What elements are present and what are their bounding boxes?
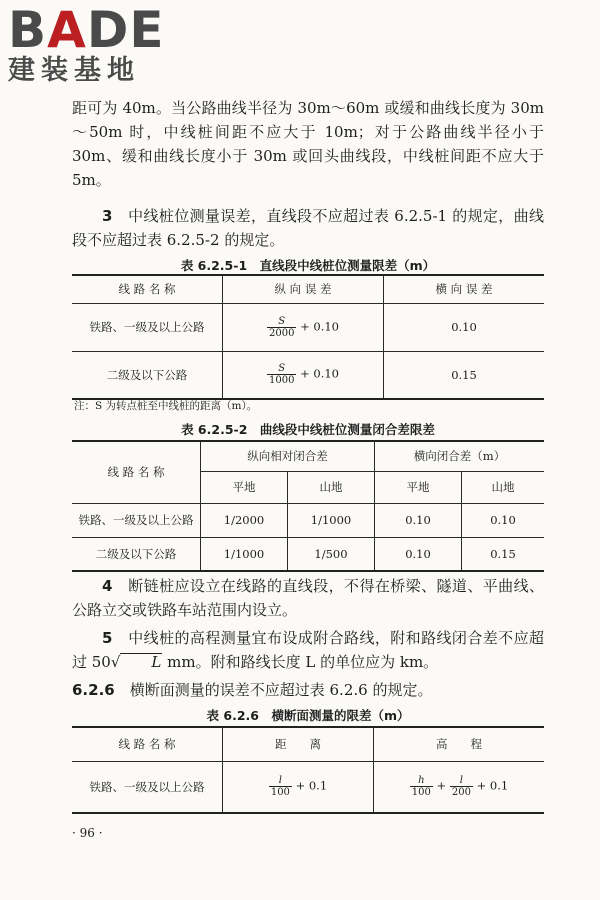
table2-header-longitudinal: 纵向相对闭合差 bbox=[201, 441, 375, 471]
paragraph-spacing: 距可为 40m。当公路曲线半径为 30m～60m 或缓和曲线长度为 30m～50m 时，中线桩间距不应大于 10m；对于公路曲线半径小于 30m、缓和曲线长度小于 30m 或回头曲线段，中线桩间距不应大于 5m。 bbox=[72, 99, 544, 189]
table-cell: $\frac{S}{2000}$ + 0.10 bbox=[223, 303, 384, 351]
table1-caption: 表 6.2.5-1 直线段中线桩位测量限差（m） bbox=[180, 258, 436, 273]
paragraph-item-5: 5 中线桩的高程测量宜布设成附合路线，附和路线闭合差不应超过 50√ L mm。附和路线长度 L 的单位应为 km。 bbox=[72, 629, 544, 671]
table2-subheader: 平地 bbox=[375, 471, 462, 503]
table3-caption: 表 6.2.6 横断面测量的限差（m） bbox=[206, 708, 410, 723]
table-cell: 二级及以下公路 bbox=[72, 537, 201, 571]
paragraph-item-4: 4 断链桩应设立在线路的直线段，不得在桥梁、隧道、平曲线、公路立交或铁路车站范围内设立。 bbox=[72, 577, 544, 619]
table3-header-elevation: 高 程 bbox=[374, 727, 545, 761]
logo-subtitle: 建装基地 bbox=[8, 55, 140, 86]
table-cell: 0.10 bbox=[462, 503, 545, 537]
table-cell: 1/1000 bbox=[201, 537, 288, 571]
table-row bbox=[72, 351, 544, 399]
table-cell: $\frac{h}{100}$ + $\frac{l}{200}$ + 0.1 bbox=[374, 761, 545, 813]
table2-header-name: 线 路 名 称 bbox=[72, 441, 201, 503]
table-cell: 0.10 bbox=[375, 503, 462, 537]
table-cell: 0.10 bbox=[384, 303, 545, 351]
logo-wordmark: BADE bbox=[8, 1, 165, 59]
table2-subheader: 山地 bbox=[462, 471, 545, 503]
table-cell: 1/1000 bbox=[288, 503, 375, 537]
table2-header-lateral: 横向闭合差（m） bbox=[375, 441, 545, 471]
table-curve-segment bbox=[72, 440, 544, 572]
table1-note: 注：S 为转点桩至中线桩的距离（m）。 bbox=[74, 400, 258, 412]
table2-subheader: 平地 bbox=[201, 471, 288, 503]
table-cross-section bbox=[72, 726, 544, 814]
table-cell: 二级及以下公路 bbox=[72, 351, 223, 399]
fraction: $\frac{S}{2000}$ bbox=[268, 315, 295, 339]
table2-subheader: 山地 bbox=[288, 471, 375, 503]
table-cell: $\frac{l}{100}$ + 0.1 bbox=[223, 761, 374, 813]
table1-header-longitudinal: 纵 向 误 差 bbox=[223, 275, 384, 303]
paragraph-6-2-6: 6.2.6 横断面测量的误差不应超过表 6.2.6 的规定。 bbox=[72, 681, 433, 699]
table2-caption: 表 6.2.5-2 曲线段中线桩位测量闭合差限差 bbox=[181, 422, 435, 437]
table-row bbox=[72, 503, 544, 537]
table-straight-segment bbox=[72, 274, 544, 400]
table3-header-distance: 距 离 bbox=[223, 727, 374, 761]
table-row bbox=[72, 537, 544, 571]
table-cell: 铁路、一级及以上公路 bbox=[72, 503, 201, 537]
table-cell: 1/2000 bbox=[201, 503, 288, 537]
fraction: $\frac{l}{100}$ bbox=[270, 775, 290, 799]
table-cell: 铁路、一级及以上公路 bbox=[72, 761, 223, 813]
table-cell: 1/500 bbox=[288, 537, 375, 571]
fraction: $\frac{S}{1000}$ bbox=[268, 363, 295, 387]
fraction: $\frac{l}{200}$ bbox=[451, 775, 471, 799]
table-cell: 铁路、一级及以上公路 bbox=[72, 303, 223, 351]
table3-header-name: 线 路 名 称 bbox=[72, 727, 223, 761]
table1-header-name: 线 路 名 称 bbox=[72, 275, 223, 303]
table-cell: 0.15 bbox=[384, 351, 545, 399]
table-cell: $\frac{S}{1000}$ + 0.10 bbox=[223, 351, 384, 399]
table1-header-lateral: 横 向 误 差 bbox=[384, 275, 545, 303]
table-cell: 0.15 bbox=[462, 537, 545, 571]
logo bbox=[8, 1, 165, 86]
table-row bbox=[72, 761, 544, 813]
page-number: · 96 · bbox=[72, 826, 103, 840]
paragraph-item-3: 3 中线桩位测量误差，直线段不应超过表 6.2.5-1 的规定，曲线段不应超过表 6.2.5-2 的规定。 bbox=[72, 207, 544, 249]
fraction: $\frac{h}{100}$ bbox=[411, 775, 431, 799]
table-row bbox=[72, 303, 544, 351]
table-cell: 0.10 bbox=[375, 537, 462, 571]
